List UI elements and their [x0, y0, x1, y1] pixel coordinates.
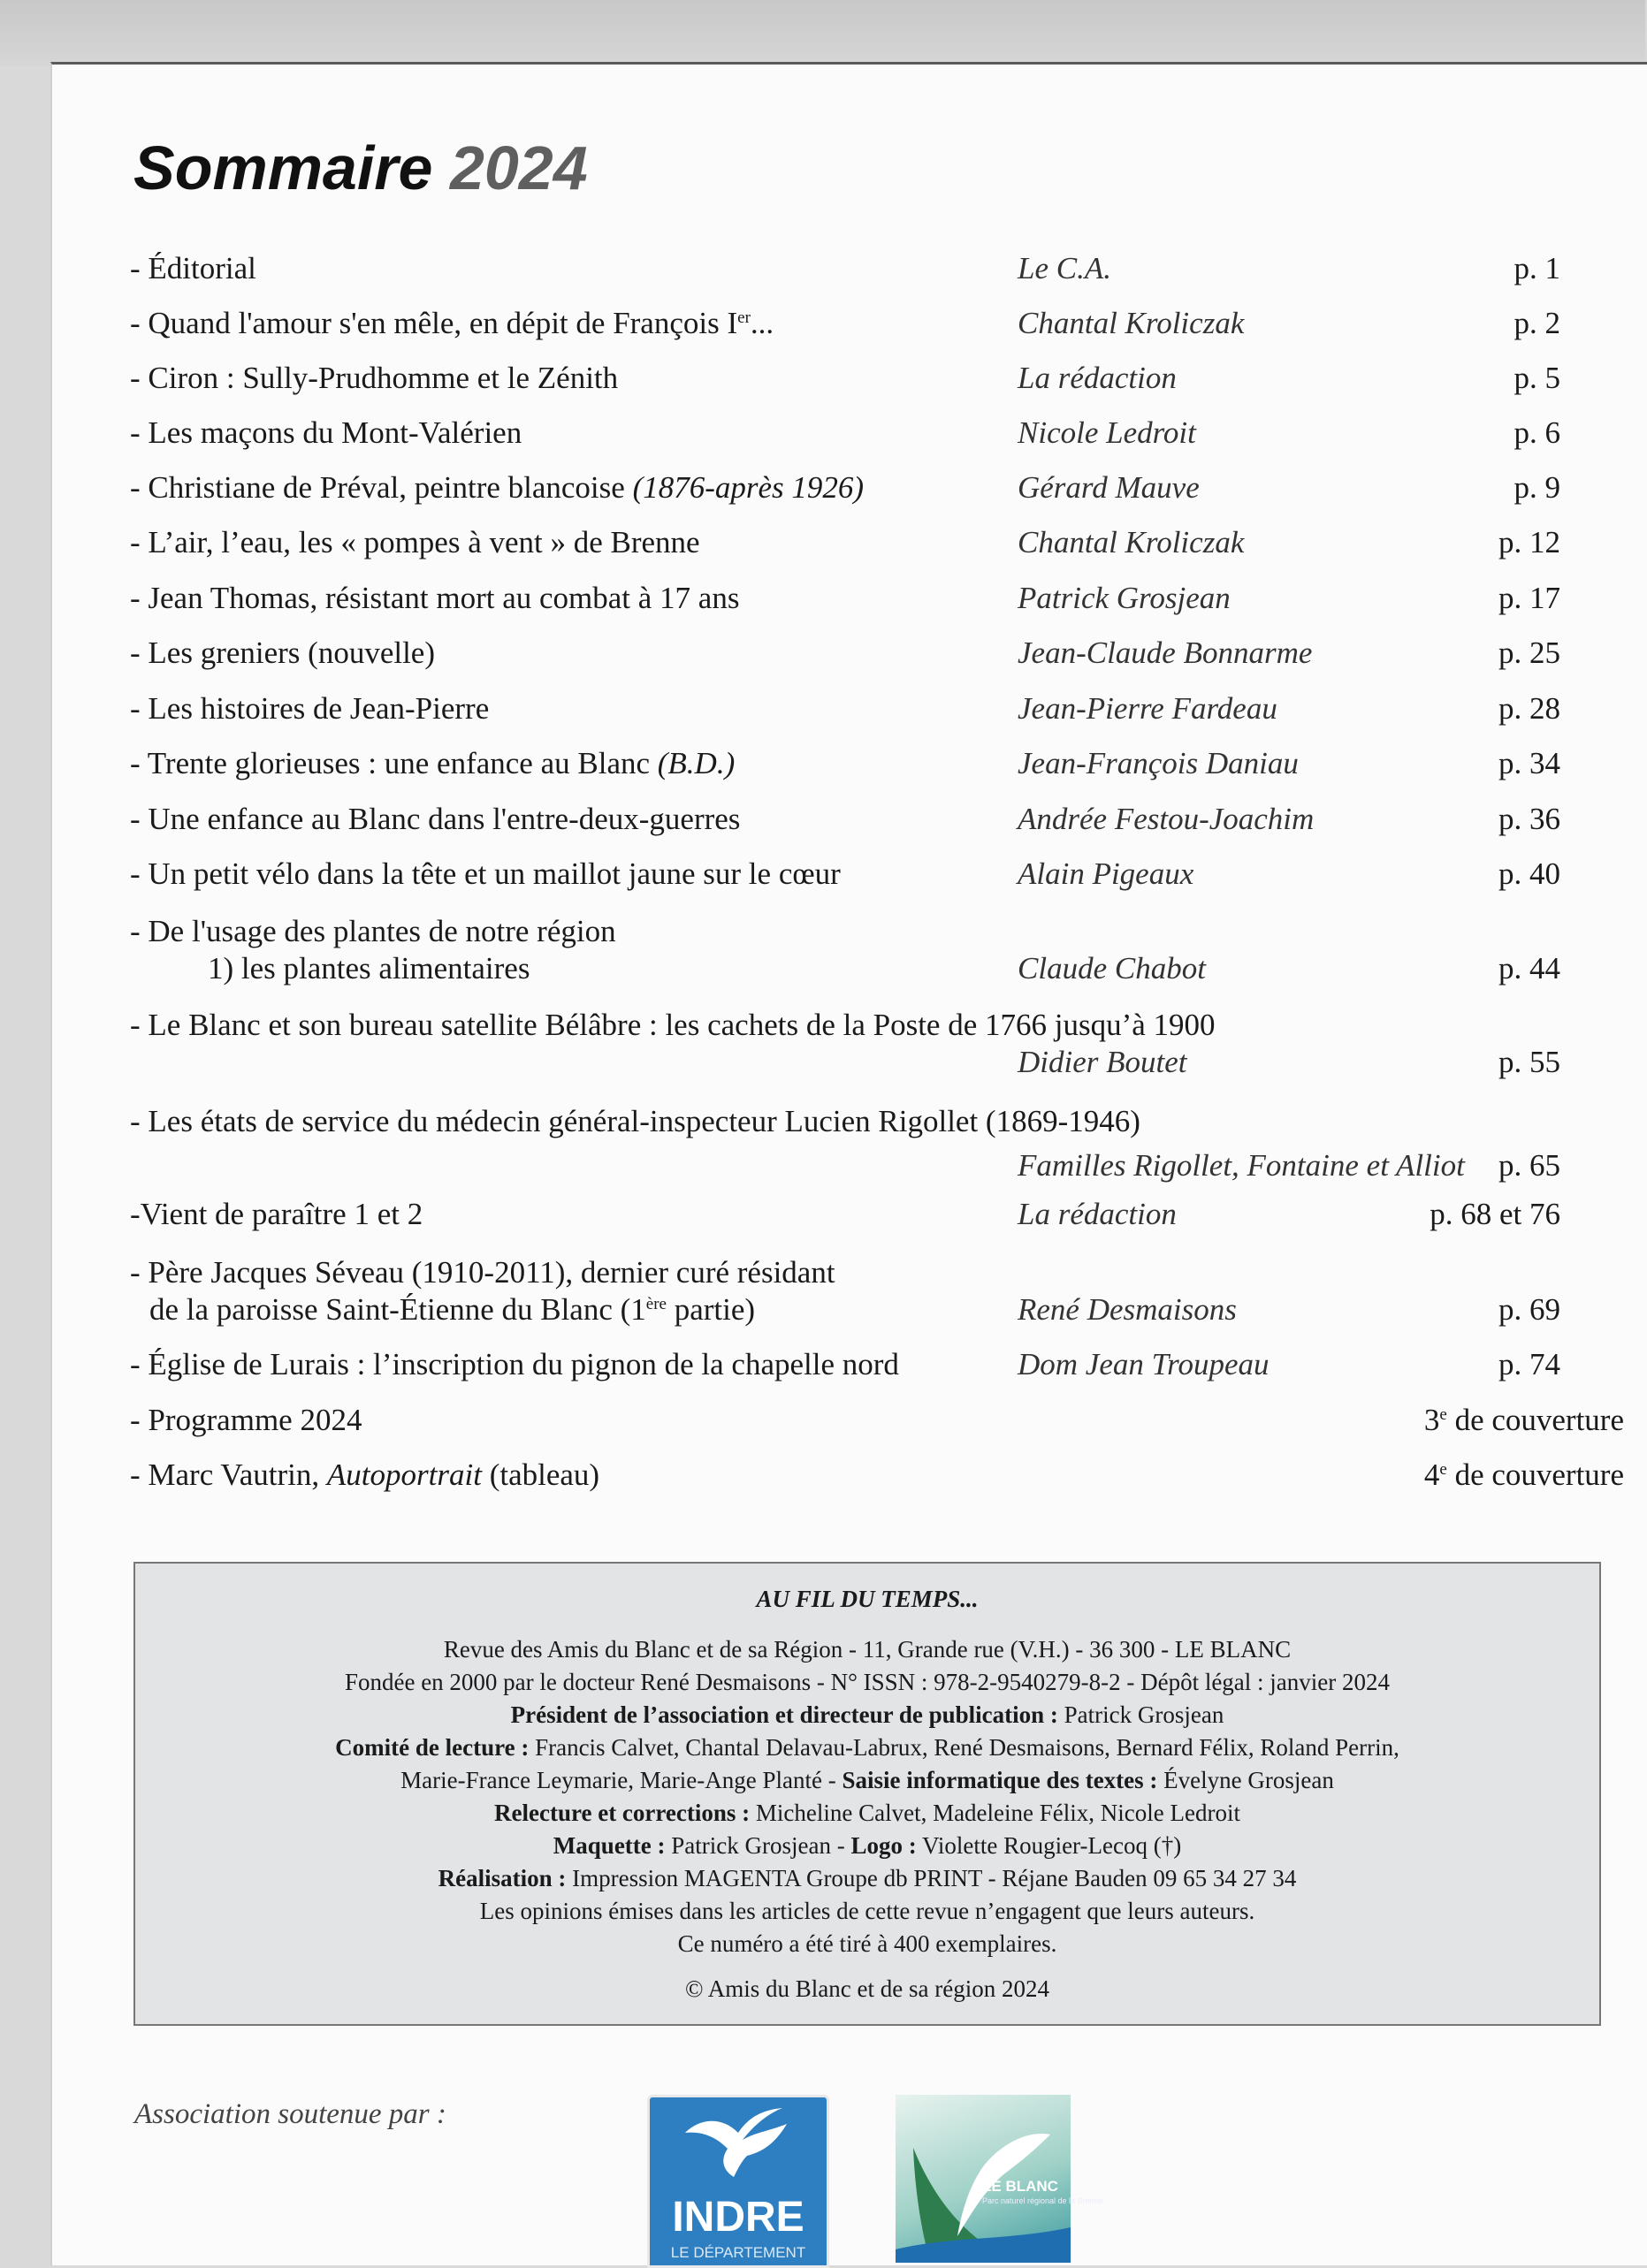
colophon-proofreading: Relecture et corrections : Micheline Calvet, Madeleine Félix, Nicole Ledroit [494, 1800, 1240, 1826]
title-word: Sommaire [133, 133, 433, 202]
entry-page: p. 34 [1498, 746, 1560, 780]
colophon-president: Président de l’association et directeur de publication : Patrick Grosjean [510, 1701, 1224, 1728]
entry-author: René Desmaisons [1018, 1292, 1237, 1327]
entry-title: - Le Blanc et son bureau satellite Bélâbre : les cachets de la Poste de 1766 jusqu’à 1900 [130, 1008, 1216, 1042]
entry-title: - Les greniers (nouvelle) [130, 635, 435, 670]
entry-page: 4e de couverture [1423, 1457, 1624, 1492]
toc-entry [130, 359, 1589, 414]
entry-page: p. 5 [1514, 361, 1560, 395]
colophon-committee-cont: Marie-France Leymarie, Marie-Ange Planté - Saisie informatique des textes : Évelyne Grosjean [400, 1767, 1334, 1793]
entry-title: - Programme 2024 [130, 1403, 362, 1437]
colophon-address: Revue des Amis du Blanc et de sa Région - 11, Grande rue (V.H.) - 36 300 - LE BLANC [443, 1636, 1292, 1663]
entry-page: p. 25 [1498, 635, 1560, 670]
entry-title: - Christiane de Préval, peintre blancoise (1876-après 1926) [130, 470, 865, 505]
toc-entry [130, 634, 1589, 689]
indre-department-logo [647, 2095, 829, 2268]
entry-author: La rédaction [1018, 1197, 1177, 1231]
colophon-print-run: Ce numéro a été tiré à 400 exemplaires. [677, 1930, 1057, 1957]
toc-entry [130, 1253, 1589, 1342]
support-label: Association soutenue par : [134, 2098, 446, 2130]
entry-author: Jean-Claude Bonnarme [1018, 635, 1313, 670]
colophon-box [133, 1562, 1601, 2026]
bird-icon [650, 2097, 827, 2195]
entry-author: Chantal Kroliczak [1018, 525, 1245, 559]
entry-page: p. 9 [1514, 470, 1560, 505]
entry-title: - Quand l'amour s'en mêle, en dépit de François Ier... [130, 306, 774, 340]
entry-title: - L’air, l’eau, les « pompes à vent » de Brenne [130, 525, 700, 559]
logo1-subtitle: LE DÉPARTEMENT [670, 2244, 806, 2261]
entry-subtitle: de la paroisse Saint-Étienne du Blanc (1ère partie) [149, 1292, 756, 1327]
toc-entry [130, 744, 1589, 799]
logo1-name: INDRE [672, 2194, 804, 2241]
toc-entry [130, 800, 1589, 855]
entry-title: - Les états de service du médecin général-inspecteur Lucien Rigollet (1869-1946) [130, 1104, 1140, 1138]
toc-entry [130, 855, 1589, 909]
entry-author: Jean-François Daniau [1018, 746, 1299, 780]
entry-page: p. 44 [1498, 951, 1560, 986]
colophon-committee: Comité de lecture : Francis Calvet, Chantal Delavau-Labrux, René Desmaisons, Bernard Félix, Roland Perrin, [335, 1734, 1399, 1761]
entry-page: p. 2 [1514, 306, 1560, 340]
entry-subtitle: 1) les plantes alimentaires [208, 951, 530, 986]
entry-author: Chantal Kroliczak [1018, 306, 1245, 340]
colophon-disclaimer: Les opinions émises dans les articles de cette revue n’engagent que leurs auteurs. [479, 1898, 1255, 1924]
toc-entry [130, 689, 1589, 744]
entry-author: Familles Rigollet, Fontaine et Alliot [1018, 1148, 1465, 1183]
toc-entry [130, 304, 1589, 359]
toc-entry [130, 1102, 1589, 1191]
entry-page: 3e de couverture [1423, 1403, 1624, 1437]
entry-title: - De l'usage des plantes de notre région [130, 914, 616, 948]
entry-title: - Jean Thomas, résistant mort au combat à 17 ans [130, 581, 740, 615]
entry-author: Le C.A. [1018, 251, 1111, 285]
entry-page: p. 55 [1498, 1045, 1560, 1079]
entry-author: Alain Pigeaux [1018, 856, 1194, 891]
toc-entry [130, 912, 1589, 1001]
entry-page: p. 74 [1498, 1347, 1560, 1381]
colophon-layout: Maquette : Patrick Grosjean - Logo : Violette Rougier-Lecoq (†) [553, 1832, 1182, 1859]
title-year: 2024 [449, 133, 588, 202]
entry-title: - Église de Lurais : l’inscription du pignon de la chapelle nord [130, 1347, 899, 1381]
colophon-printing: Réalisation : Impression MAGENTA Groupe db PRINT - Réjane Bauden 09 65 34 27 34 [438, 1865, 1297, 1891]
entry-page: p. 1 [1514, 251, 1560, 285]
colophon-title: AU FIL DU TEMPS... [756, 1586, 979, 1612]
toc-entry [130, 523, 1589, 578]
entry-author: Andrée Festou-Joachim [1018, 802, 1315, 836]
toc-entry [130, 579, 1589, 634]
toc-entry [130, 1195, 1589, 1250]
entry-author: La rédaction [1018, 361, 1177, 395]
entry-title: - Éditorial [130, 251, 256, 285]
entry-title: - Ciron : Sully-Prudhomme et le Zénith [130, 361, 619, 395]
entry-title: - Père Jacques Séveau (1910-2011), dernier curé résidant [130, 1255, 835, 1290]
brenne-park-logo [896, 2095, 1103, 2263]
colophon-founded: Fondée en 2000 par le docteur René Desmaisons - N° ISSN : 978-2-9540279-8-2 - Dépôt légal : janvier 2024 [344, 1669, 1391, 1695]
toc-entry [130, 1456, 1624, 1511]
entry-page: p. 17 [1498, 581, 1560, 615]
entry-author: Didier Boutet [1018, 1045, 1187, 1079]
entry-author: Nicole Ledroit [1018, 415, 1196, 450]
toc-entry [130, 468, 1589, 523]
entry-author: Dom Jean Troupeau [1018, 1347, 1270, 1381]
entry-page: p. 69 [1498, 1292, 1560, 1327]
toc-entry [130, 249, 1589, 304]
entry-page: p. 65 [1498, 1148, 1560, 1183]
logo2-subtitle: Parc naturel régional de la Brenne [982, 2196, 1103, 2205]
toc-entry [130, 1006, 1589, 1094]
entry-title: - Un petit vélo dans la tête et un maillot jaune sur le cœur [130, 856, 841, 891]
entry-author: Patrick Grosjean [1018, 581, 1231, 615]
entry-title: - Marc Vautrin, Autoportrait (tableau) [130, 1457, 600, 1492]
entry-page: p. 6 [1514, 415, 1560, 450]
entry-page: p. 36 [1498, 802, 1560, 836]
entry-author: Gérard Mauve [1018, 470, 1200, 505]
logo2-name: LE BLANC [982, 2178, 1058, 2195]
entry-page: p. 12 [1498, 525, 1560, 559]
entry-page: p. 40 [1498, 856, 1560, 891]
toc-entry [130, 1401, 1624, 1456]
entry-author: Claude Chabot [1018, 951, 1206, 986]
entry-title: - Une enfance au Blanc dans l'entre-deux-guerres [130, 802, 741, 836]
toc-entry [130, 1345, 1589, 1400]
entry-title: - Les histoires de Jean-Pierre [130, 691, 490, 726]
entry-page: p. 68 et 76 [1430, 1197, 1560, 1231]
entry-page: p. 28 [1498, 691, 1560, 726]
entry-author: Jean-Pierre Fardeau [1018, 691, 1277, 726]
colophon-copyright: © Amis du Blanc et de sa région 2024 [685, 1975, 1049, 2002]
toc-entry [130, 414, 1589, 468]
entry-title: - Les maçons du Mont-Valérien [130, 415, 522, 450]
entry-title: - Trente glorieuses : une enfance au Blanc (B.D.) [130, 746, 736, 780]
entry-title: -Vient de paraître 1 et 2 [130, 1197, 423, 1231]
